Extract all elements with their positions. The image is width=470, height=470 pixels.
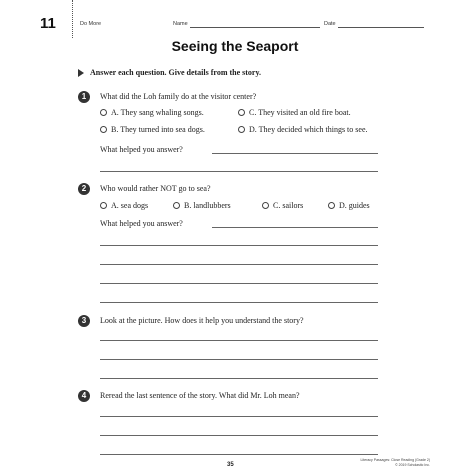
instructions: Answer each question. Give details from the story. [90, 68, 262, 77]
question-1-text: What did the Loh family do at the visitor center? [100, 92, 257, 101]
page-title: Seeing the Seaport [171, 38, 299, 54]
radio-circle-icon[interactable] [238, 109, 245, 116]
footer-page-number: 35 [227, 462, 234, 468]
name-label: Name [173, 21, 188, 27]
option-label: D. guides [339, 201, 370, 210]
q1-option-d[interactable] [238, 125, 368, 134]
question-2-text: Who would rather NOT go to sea? [100, 184, 211, 193]
q1-option-b[interactable] [100, 125, 205, 134]
question-3-text: Look at the picture. How does it help you understand the story? [100, 316, 304, 325]
arrow-icon [78, 69, 84, 77]
option-label: C. sailors [273, 201, 304, 210]
option-label: A. They sang whaling songs. [111, 108, 204, 117]
name-line[interactable] [190, 27, 320, 28]
radio-circle-icon[interactable] [238, 126, 245, 133]
header-dotted-divider [72, 0, 73, 38]
q2-option-a[interactable] [100, 201, 148, 210]
option-label: D. They decided which things to see. [249, 125, 368, 134]
q2-option-c[interactable] [262, 201, 303, 210]
q1-option-c[interactable] [238, 108, 351, 117]
radio-circle-icon[interactable] [100, 202, 107, 209]
question-number-4: 4 [78, 390, 90, 402]
radio-circle-icon[interactable] [328, 202, 335, 209]
q2-helper-line[interactable] [212, 227, 378, 228]
question-number-3: 3 [78, 315, 90, 327]
date-line[interactable] [338, 27, 424, 28]
option-label: B. They turned into sea dogs. [111, 125, 205, 134]
writing-line[interactable] [100, 302, 378, 303]
radio-circle-icon[interactable] [100, 109, 107, 116]
writing-line[interactable] [100, 416, 378, 417]
option-label: B. landlubbers [184, 201, 231, 210]
question-number-2: 2 [78, 183, 90, 195]
section-label: Do More [80, 21, 102, 27]
q2-option-d[interactable] [328, 201, 370, 210]
q2-option-b[interactable] [173, 201, 231, 210]
writing-line[interactable] [100, 264, 378, 265]
writing-line[interactable] [100, 454, 378, 455]
writing-line[interactable] [100, 435, 378, 436]
q1-helper-line[interactable] [212, 153, 378, 154]
footer-credit-line-2: © 2019 Scholastic Inc. [395, 463, 430, 467]
writing-line[interactable] [100, 283, 378, 284]
footer-credit [340, 458, 430, 468]
option-label: A. sea dogs [111, 201, 149, 210]
radio-circle-icon[interactable] [100, 126, 107, 133]
writing-line[interactable] [100, 245, 378, 246]
radio-circle-icon[interactable] [262, 202, 269, 209]
writing-line[interactable] [100, 340, 378, 341]
writing-line[interactable] [100, 171, 378, 172]
question-4-text: Reread the last sentence of the story. What did Mr. Loh mean? [100, 391, 300, 400]
q2-helper-prompt: What helped you answer? [100, 219, 183, 228]
writing-line[interactable] [100, 378, 378, 379]
q1-helper-prompt: What helped you answer? [100, 145, 183, 154]
radio-circle-icon[interactable] [173, 202, 180, 209]
footer-credit-line-1: Literacy Passages: Close Reading (Grade 2) [360, 458, 430, 462]
q1-option-a[interactable] [100, 108, 204, 117]
page-number: 11 [40, 15, 56, 32]
date-label: Date [324, 21, 336, 27]
question-number-1: 1 [78, 91, 90, 103]
option-label: C. They visited an old fire boat. [249, 108, 351, 117]
writing-line[interactable] [100, 359, 378, 360]
